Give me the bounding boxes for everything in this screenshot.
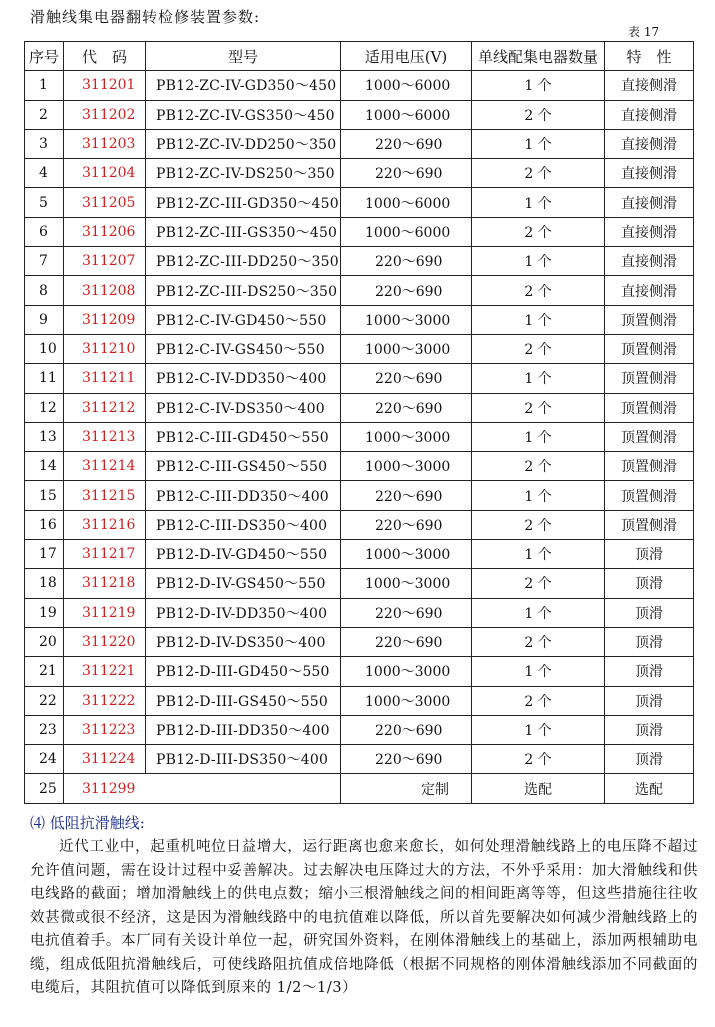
header-model: 型号 [146,42,341,71]
cell-code: 311211 [64,364,146,393]
cell-voltage: 1000～3000 [341,686,472,715]
cell-feature: 顶置侧滑 [605,393,694,422]
cell-model: PB12-ZC-IV-DD250～350 [146,129,341,158]
cell-feature: 直接侧滑 [605,247,694,276]
cell-code: 311221 [64,657,146,686]
cell-feature: 直接侧滑 [605,71,694,100]
cell-model: PB12-ZC-III-DD250～350 [146,247,341,276]
cell-code: 311205 [64,188,146,217]
table-header-row [25,42,694,71]
cell-feature: 顶置侧滑 [605,510,694,539]
cell-quantity: 选配 [472,774,605,803]
cell-voltage: 1000～6000 [341,188,472,217]
cell-no: 1 [25,71,64,100]
cell-no: 23 [25,715,64,744]
cell-voltage: 1000～6000 [341,217,472,246]
cell-voltage: 220～690 [341,715,472,744]
cell-model: PB12-D-III-GS450～550 [146,686,341,715]
low-impedance-section [30,812,698,1001]
cell-quantity: 2 个 [472,745,605,774]
cell-quantity: 1 个 [472,715,605,744]
cell-code: 311213 [64,422,146,451]
table-row [25,276,694,305]
cell-feature: 顶滑 [605,686,694,715]
cell-quantity: 2 个 [472,569,605,598]
table-row [25,305,694,334]
cell-code: 311206 [64,217,146,246]
table-body [25,71,694,803]
table-row [25,217,694,246]
cell-no: 2 [25,100,64,129]
cell-code: 311217 [64,540,146,569]
section-heading: ⑷ 低阻抗滑触线: [30,814,145,832]
cell-voltage: 220～690 [341,393,472,422]
table-row [25,452,694,481]
page-title: 滑触线集电器翻转检修装置参数: [30,8,261,26]
table-row [25,745,694,774]
cell-voltage: 1000～3000 [341,422,472,451]
cell-feature: 顶置侧滑 [605,364,694,393]
table-row [25,657,694,686]
cell-model: PB12-D-IV-GD450～550 [146,540,341,569]
cell-no: 5 [25,188,64,217]
cell-model: PB12-D-III-DS350～400 [146,745,341,774]
table-row [25,569,694,598]
table-row-custom [25,774,694,803]
table-row [25,540,694,569]
cell-code: 311210 [64,334,146,363]
cell-feature: 选配 [605,774,694,803]
cell-quantity: 2 个 [472,159,605,188]
cell-quantity: 2 个 [472,100,605,129]
table-row [25,686,694,715]
cell-model: PB12-C-III-DS350～400 [146,510,341,539]
header-quantity: 单线配集电器数量 [472,42,605,71]
cell-quantity: 2 个 [472,334,605,363]
table-row [25,71,694,100]
cell-code: 311201 [64,71,146,100]
cell-no: 18 [25,569,64,598]
cell-voltage: 220～690 [341,510,472,539]
cell-voltage: 220～690 [341,129,472,158]
cell-quantity: 2 个 [472,393,605,422]
cell-quantity: 2 个 [472,276,605,305]
cell-voltage: 1000～3000 [341,540,472,569]
cell-model: PB12-C-IV-DD350～400 [146,364,341,393]
cell-quantity: 1 个 [472,540,605,569]
cell-no: 9 [25,305,64,334]
cell-voltage: 定制 [341,774,472,803]
cell-feature: 顶滑 [605,715,694,744]
cell-model: PB12-C-III-GD450～550 [146,422,341,451]
table-row [25,510,694,539]
table-row [25,334,694,363]
cell-quantity: 2 个 [472,452,605,481]
cell-feature: 直接侧滑 [605,217,694,246]
cell-code: 311223 [64,715,146,744]
cell-code: 311214 [64,452,146,481]
cell-voltage: 220～690 [341,247,472,276]
cell-quantity: 1 个 [472,247,605,276]
cell-code: 311222 [64,686,146,715]
cell-voltage: 1000～6000 [341,71,472,100]
cell-feature: 顶滑 [605,569,694,598]
cell-model: PB12-D-IV-GS450～550 [146,569,341,598]
parameter-table [24,41,694,804]
cell-voltage: 220～690 [341,598,472,627]
cell-code: 311203 [64,129,146,158]
cell-voltage: 1000～6000 [341,100,472,129]
cell-feature: 顶置侧滑 [605,334,694,363]
cell-model: PB12-ZC-III-GD350～450 [146,188,341,217]
cell-quantity: 1 个 [472,481,605,510]
cell-code: 311299 [64,774,341,803]
cell-voltage: 1000～3000 [341,452,472,481]
cell-voltage: 220～690 [341,745,472,774]
cell-model: PB12-ZC-III-DS250～350 [146,276,341,305]
cell-no: 17 [25,540,64,569]
cell-quantity: 2 个 [472,217,605,246]
cell-model: PB12-D-III-GD450～550 [146,657,341,686]
cell-code: 311224 [64,745,146,774]
cell-no: 14 [25,452,64,481]
cell-no: 16 [25,510,64,539]
cell-no: 20 [25,627,64,656]
cell-feature: 顶置侧滑 [605,481,694,510]
section-body-text: 近代工业中，起重机吨位日益增大，运行距离也愈来愈长，如何处理滑触线路上的电压降不超过允许值问题，需在设计过程中妥善解决。过去解决电压降过大的方法，不外乎采用：加大滑触线和供电线路的截面；增加滑触线上的供电点数；缩小三根滑触线之间的相间距离等等，但这些措施往往收效甚微或很不经济，这是因为滑触线路中的电抗值难以降低，所以首先要解决如何减少滑触线路上的电抗值着手。本厂同有关设计单位一起，研究国外资料，在刚体滑触线上的基础上，添加两根辅助电缆，组成低阻抗滑触线后，可使线路阻抗值成倍地降低（根据不同规格的刚体滑触线添加不同截面的电缆后，其阻抗值可以降低到原来的 1/2～1/3） [30,839,698,996]
cell-code: 311209 [64,305,146,334]
cell-no: 24 [25,745,64,774]
table-row [25,364,694,393]
cell-quantity: 2 个 [472,686,605,715]
cell-feature: 顶置侧滑 [605,422,694,451]
cell-quantity: 1 个 [472,364,605,393]
cell-voltage: 1000～3000 [341,657,472,686]
cell-voltage: 1000～3000 [341,334,472,363]
cell-model: PB12-D-III-DD350～400 [146,715,341,744]
cell-feature: 顶滑 [605,598,694,627]
cell-no: 3 [25,129,64,158]
table-number-label: 表 17 [628,25,660,39]
cell-model: PB12-C-IV-GD450～550 [146,305,341,334]
cell-quantity: 1 个 [472,129,605,158]
cell-model: PB12-D-IV-DS350～400 [146,627,341,656]
header-feature: 特 性 [605,42,694,71]
cell-no: 25 [25,774,64,803]
table-row [25,715,694,744]
cell-quantity: 1 个 [472,188,605,217]
cell-code: 311219 [64,598,146,627]
cell-voltage: 220～690 [341,159,472,188]
cell-voltage: 220～690 [341,627,472,656]
cell-no: 13 [25,422,64,451]
cell-code: 311204 [64,159,146,188]
header-code: 代 码 [64,42,146,71]
cell-no: 22 [25,686,64,715]
table-row [25,481,694,510]
cell-voltage: 1000～3000 [341,305,472,334]
cell-no: 4 [25,159,64,188]
cell-model: PB12-ZC-IV-GS350～450 [146,100,341,129]
cell-code: 311216 [64,510,146,539]
header-voltage: 适用电压(V) [341,42,472,71]
cell-feature: 顶滑 [605,540,694,569]
table-row [25,100,694,129]
cell-no: 15 [25,481,64,510]
cell-code: 311208 [64,276,146,305]
cell-no: 21 [25,657,64,686]
table-row [25,247,694,276]
table-row [25,129,694,158]
cell-feature: 直接侧滑 [605,159,694,188]
cell-feature: 顶置侧滑 [605,452,694,481]
table-row [25,422,694,451]
table-row [25,159,694,188]
table-row [25,627,694,656]
table-row [25,598,694,627]
cell-no: 10 [25,334,64,363]
cell-no: 19 [25,598,64,627]
cell-voltage: 220～690 [341,481,472,510]
cell-no: 11 [25,364,64,393]
cell-no: 7 [25,247,64,276]
table-row [25,393,694,422]
cell-model: PB12-ZC-III-GS350～450 [146,217,341,246]
cell-code: 311220 [64,627,146,656]
cell-voltage: 220～690 [341,364,472,393]
cell-no: 6 [25,217,64,246]
cell-model: PB12-C-IV-GS450～550 [146,334,341,363]
cell-code: 311202 [64,100,146,129]
cell-quantity: 2 个 [472,510,605,539]
cell-model: PB12-C-III-GS450～550 [146,452,341,481]
cell-no: 8 [25,276,64,305]
cell-feature: 顶滑 [605,745,694,774]
cell-voltage: 1000～3000 [341,569,472,598]
cell-model: PB12-ZC-IV-DS250～350 [146,159,341,188]
cell-feature: 直接侧滑 [605,129,694,158]
cell-feature: 顶置侧滑 [605,305,694,334]
cell-code: 311212 [64,393,146,422]
cell-model: PB12-ZC-IV-GD350～450 [146,71,341,100]
cell-quantity: 1 个 [472,657,605,686]
header-no: 序号 [25,42,64,71]
cell-feature: 直接侧滑 [605,276,694,305]
cell-feature: 直接侧滑 [605,100,694,129]
cell-feature: 顶滑 [605,627,694,656]
table-row [25,188,694,217]
cell-model: PB12-D-IV-DD350～400 [146,598,341,627]
cell-quantity: 1 个 [472,598,605,627]
cell-voltage: 220～690 [341,276,472,305]
cell-code: 311218 [64,569,146,598]
cell-quantity: 1 个 [472,305,605,334]
cell-quantity: 1 个 [472,422,605,451]
cell-quantity: 1 个 [472,71,605,100]
cell-model: PB12-C-III-DD350～400 [146,481,341,510]
cell-quantity: 2 个 [472,627,605,656]
cell-feature: 直接侧滑 [605,188,694,217]
cell-code: 311207 [64,247,146,276]
cell-code: 311215 [64,481,146,510]
cell-model: PB12-C-IV-DS350～400 [146,393,341,422]
cell-feature: 顶滑 [605,657,694,686]
cell-no: 12 [25,393,64,422]
